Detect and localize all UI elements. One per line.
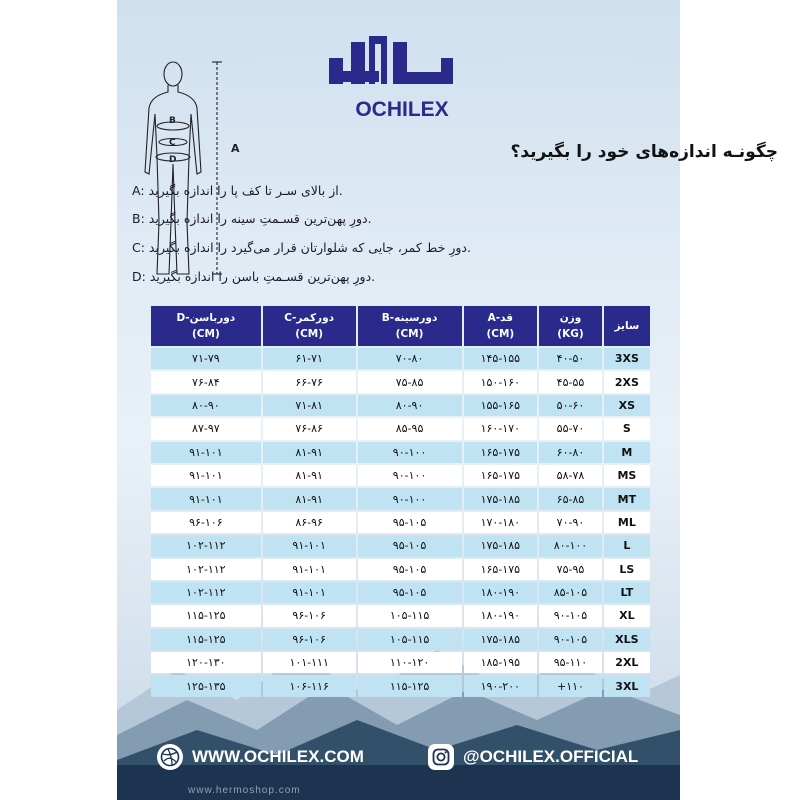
measurement-cell: ۷۶-۸۶ [263, 418, 356, 439]
measurement-cell: ۸۱-۹۱ [263, 488, 356, 509]
column-header-unit: (KG) [557, 328, 584, 340]
instruction-c: C: دورِ خط کمر، جایی که شلوارتان قرار می‌گیرد را اندازه بگیرید. [132, 240, 471, 255]
measurement-cell: ۱۰۶-۱۱۶ [263, 675, 356, 696]
measurement-cell: ۹۰-۱۰۵ [539, 605, 602, 626]
column-header-unit: (CM) [395, 328, 424, 340]
table-row [151, 418, 650, 439]
measurement-cell: ۹۶-۱۰۶ [263, 629, 356, 650]
instagram-text: @OCHILEX.OFFICIAL [463, 747, 639, 766]
table-row [151, 559, 650, 580]
measurement-cell: ۱۱۵-۱۲۵ [358, 675, 462, 696]
measurement-cell: ۴۵-۵۵ [539, 371, 602, 392]
table-row [151, 442, 650, 463]
measurement-cell: ۹۵-۱۱۰ [539, 652, 602, 673]
measurement-cell: ۱۱۰+ [539, 675, 602, 696]
measurement-cell: ۵۰-۶۰ [539, 395, 602, 416]
column-header-unit: (CM) [486, 328, 515, 340]
website-text: WWW.OCHILEX.COM [192, 747, 364, 766]
logo-wordmark: OCHILEX [355, 98, 449, 121]
measurement-cell: ۶۰-۸۰ [539, 442, 602, 463]
instruction-b: B: دورِ پهن‌ترین قسـمتِ سینه را اندازه بگیرید. [132, 211, 372, 226]
table-row [151, 535, 650, 556]
size-chart-table [149, 304, 652, 699]
instruction-d: D: دورِ پهن‌ترین قسـمتِ باسن را اندازه بگیرید. [132, 269, 376, 284]
measurement-cell: ۷۱-۸۱ [263, 395, 356, 416]
measurement-cell: ۸۱-۹۱ [263, 465, 356, 486]
measurement-cell: ۵۵-۷۰ [539, 418, 602, 439]
table-row [151, 488, 650, 509]
label-b: B [169, 116, 176, 126]
measurement-cell: ۸۰-۱۰۰ [539, 535, 602, 556]
measurement-cell: ۱۷۵-۱۸۵ [464, 535, 538, 556]
measurement-cell: ۷۱-۷۹ [151, 348, 261, 369]
measurement-cell: ۸۰-۹۰ [151, 395, 261, 416]
size-cell: MT [604, 488, 650, 509]
column-header [151, 306, 261, 346]
column-header [263, 306, 356, 346]
measurement-cell: ۱۴۵-۱۵۵ [464, 348, 538, 369]
size-cell: LT [604, 582, 650, 603]
size-cell: XL [604, 605, 650, 626]
measurement-cell: ۱۰۱-۱۱۱ [263, 652, 356, 673]
ochilex-logo [329, 36, 475, 122]
table-row [151, 629, 650, 650]
label-d: D [169, 155, 177, 165]
column-header [539, 306, 602, 346]
measurement-cell: ۱۰۵-۱۱۵ [358, 605, 462, 626]
measurement-cell: ۸۱-۹۱ [263, 442, 356, 463]
measurement-cell: ۷۶-۸۴ [151, 371, 261, 392]
column-header [604, 306, 650, 346]
table-header-row [151, 306, 650, 346]
measurement-cell: ۸۵-۱۰۵ [539, 582, 602, 603]
measurement-cell: ۹۱-۱۰۱ [263, 582, 356, 603]
website-link[interactable] [157, 744, 364, 770]
instagram-link[interactable] [428, 744, 638, 770]
size-cell: 2XS [604, 371, 650, 392]
measurement-cell: ۵۸-۷۸ [539, 465, 602, 486]
table-row [151, 582, 650, 603]
measurement-cell: ۹۰-۱۰۰ [358, 442, 462, 463]
size-cell: XS [604, 395, 650, 416]
measurement-cell: ۹۵-۱۰۵ [358, 535, 462, 556]
measurement-cell: ۱۱۵-۱۲۵ [151, 629, 261, 650]
table-body [151, 348, 650, 697]
size-cell: 3XL [604, 675, 650, 696]
measurement-cell: ۹۱-۱۰۱ [151, 465, 261, 486]
size-cell: ML [604, 512, 650, 533]
measurement-cell: ۱۰۲-۱۱۲ [151, 582, 261, 603]
measurement-cell: ۹۱-۱۰۱ [151, 488, 261, 509]
measurement-cell: ۱۱۵-۱۲۵ [151, 605, 261, 626]
measurement-cell: ۴۰-۵۰ [539, 348, 602, 369]
column-header-unit: (CM) [191, 328, 220, 340]
label-a: A [231, 142, 240, 155]
measurement-cell: ۱۵۰-۱۶۰ [464, 371, 538, 392]
measurement-cell: ۱۰۵-۱۱۵ [358, 629, 462, 650]
measurement-cell: ۹۵-۱۰۵ [358, 559, 462, 580]
table-row [151, 512, 650, 533]
measurement-cell: ۷۰-۹۰ [539, 512, 602, 533]
table-row [151, 371, 650, 392]
column-header-label: سایز [614, 320, 640, 332]
measurement-cell: ۱۲۵-۱۳۵ [151, 675, 261, 696]
measurement-cell: ۹۶-۱۰۶ [263, 605, 356, 626]
size-cell: XLS [604, 629, 650, 650]
measurement-cell: ۹۵-۱۰۵ [358, 582, 462, 603]
measurement-cell: ۸۷-۹۷ [151, 418, 261, 439]
measurement-cell: ۶۵-۸۵ [539, 488, 602, 509]
measurement-cell: ۱۰۲-۱۱۲ [151, 535, 261, 556]
table-row [151, 465, 650, 486]
measurement-cell: ۱۰۲-۱۱۲ [151, 559, 261, 580]
column-header [358, 306, 462, 346]
measurement-cell: ۶۱-۷۱ [263, 348, 356, 369]
measurement-cell: ۹۰-۱۰۰ [358, 488, 462, 509]
measurement-cell: ۱۶۵-۱۷۵ [464, 465, 538, 486]
measurement-cell: ۱۲۰-۱۳۰ [151, 652, 261, 673]
size-cell: 2XL [604, 652, 650, 673]
column-header-label: قد-A [487, 312, 514, 324]
measurement-cell: ۷۵-۸۵ [358, 371, 462, 392]
column-header-label: دورکمر-C [284, 312, 335, 324]
guide-title: چگونـه اندازه‌های خود را بگیرید؟ [510, 142, 778, 162]
measurement-cell: ۱۷۰-۱۸۰ [464, 512, 538, 533]
instagram-icon [428, 744, 454, 770]
column-header-unit: (CM) [295, 328, 324, 340]
measurement-cell: ۱۷۵-۱۸۵ [464, 488, 538, 509]
column-header-label: دورباسن-D [176, 312, 236, 324]
measurement-cell: ۹۱-۱۰۱ [263, 559, 356, 580]
measurement-cell: ۱۶۰-۱۷۰ [464, 418, 538, 439]
size-cell: L [604, 535, 650, 556]
table-row [151, 652, 650, 673]
column-header-label: وزن [559, 312, 582, 324]
measurement-cell: ۱۶۵-۱۷۵ [464, 442, 538, 463]
size-cell: MS [604, 465, 650, 486]
column-header [464, 306, 538, 346]
size-cell: S [604, 418, 650, 439]
measurement-cell: ۸۶-۹۶ [263, 512, 356, 533]
measurement-cell: ۱۷۵-۱۸۵ [464, 629, 538, 650]
measurement-cell: ۷۰-۸۰ [358, 348, 462, 369]
measurement-cell: ۷۵-۹۵ [539, 559, 602, 580]
measurement-cell: ۶۶-۷۶ [263, 371, 356, 392]
instruction-a: A: از بالای سـر تا کف پا را اندازه بگیرید. [132, 183, 343, 198]
measurement-cell: ۱۶۵-۱۷۵ [464, 559, 538, 580]
dribbble-ball-icon [157, 744, 183, 770]
table-row [151, 605, 650, 626]
label-c: C [169, 138, 176, 148]
measurement-cell: ۱۸۰-۱۹۰ [464, 605, 538, 626]
measurement-cell: ۱۹۰-۲۰۰ [464, 675, 538, 696]
measurement-cell: ۹۰-۱۰۰ [358, 465, 462, 486]
measurement-cell: ۱۸۵-۱۹۵ [464, 652, 538, 673]
column-header-label: دورسینه-B [381, 312, 438, 324]
measurement-cell: ۹۱-۱۰۱ [151, 442, 261, 463]
table-row [151, 395, 650, 416]
table-row [151, 675, 650, 696]
size-cell: LS [604, 559, 650, 580]
table-row [151, 348, 650, 369]
measurement-cell: ۱۸۰-۱۹۰ [464, 582, 538, 603]
measurement-cell: ۹۶-۱۰۶ [151, 512, 261, 533]
measurement-cell: ۹۵-۱۰۵ [358, 512, 462, 533]
measurement-cell: ۱۱۰-۱۲۰ [358, 652, 462, 673]
size-cell: 3XS [604, 348, 650, 369]
measurement-cell: ۸۰-۹۰ [358, 395, 462, 416]
measurement-cell: ۸۵-۹۵ [358, 418, 462, 439]
watermark-text: www.hermoshop.com [188, 785, 301, 796]
size-cell: M [604, 442, 650, 463]
measurement-cell: ۱۵۵-۱۶۵ [464, 395, 538, 416]
measurement-cell: ۹۱-۱۰۱ [263, 535, 356, 556]
measurement-cell: ۹۰-۱۰۵ [539, 629, 602, 650]
